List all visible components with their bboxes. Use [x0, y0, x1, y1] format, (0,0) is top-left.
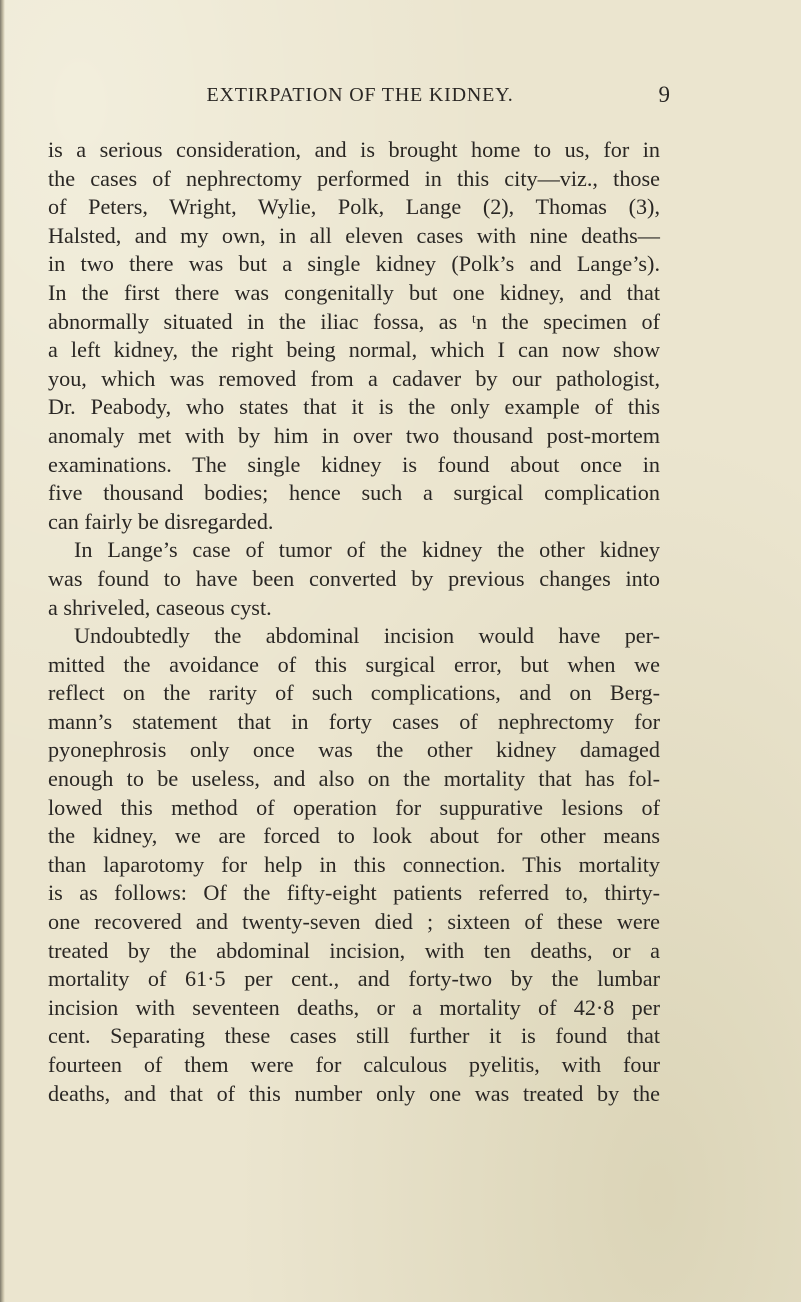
- page-edge-shadow: [0, 0, 5, 1302]
- text-line: a shriveled, caseous cyst.: [48, 594, 272, 620]
- text-line: fourteen of them were for calculous pyelitis, with four: [48, 1052, 660, 1077]
- text-line: Undoubtedly the abdominal incision would have per-: [74, 623, 660, 649]
- text-line: a left kidney, the right being normal, which I can now show: [48, 337, 660, 363]
- text-line: lowed this method of operation for suppurative lesions of: [48, 794, 660, 820]
- text-line: Halsted, and my own, in all eleven cases with nine deaths—: [48, 222, 660, 248]
- text-line: can fairly be disregarded.: [48, 508, 274, 534]
- text-line: was found to have been converted by previous changes into: [48, 565, 660, 591]
- text-line: cent. Separating these cases still further it is found that: [48, 1023, 660, 1049]
- text-line: the cases of nephrectomy performed in this city—viz., those: [48, 165, 660, 191]
- page-number: 9: [658, 82, 670, 107]
- text-line: than laparotomy for help in this connection. This mortality: [48, 851, 660, 877]
- text-line: deaths, and that of this number only one was treated by the: [48, 1080, 660, 1106]
- text-line: mann’s statement that in forty cases of nephrectomy for: [48, 708, 660, 734]
- text-line: incision with seventeen deaths, or a mortality of 42·8 per: [48, 994, 660, 1020]
- text-line: In Lange’s case of tumor of the kidney the other kidney: [74, 537, 660, 563]
- text-line: examinations. The single kidney is found about once in: [48, 451, 660, 477]
- body-text: [48, 136, 660, 1108]
- text-line: one recovered and twenty-seven died ; sixteen of these were: [48, 909, 660, 935]
- text-line: is a serious consideration, and is brought home to us, for in: [48, 137, 660, 162]
- text-line: treated by the abdominal incision, with ten deaths, or a: [48, 937, 660, 963]
- text-line: enough to be useless, and also on the mortality that has fol-: [48, 766, 660, 792]
- text-line: Dr. Peabody, who states that it is the only example of this: [48, 394, 660, 420]
- text-line: reflect on the rarity of such complications, and on Berg-: [48, 680, 660, 706]
- text-line: in two there was but a single kidney (Polk’s and Lange’s).: [48, 251, 660, 277]
- text-line: is as follows: Of the fifty-eight patients referred to, thirty-: [48, 880, 660, 906]
- text-line: of Peters, Wright, Wylie, Polk, Lange (2), Thomas (3),: [48, 194, 660, 220]
- text-line: you, which was removed from a cadaver by our pathologist,: [48, 365, 660, 391]
- text-line: mitted the avoidance of this surgical error, but when we: [48, 651, 660, 677]
- text-line: the kidney, we are forced to look about for other means: [48, 823, 660, 849]
- text-line: five thousand bodies; hence such a surgical complication: [48, 480, 660, 506]
- running-title: EXTIRPATION OF THE KIDNEY.: [206, 84, 514, 106]
- text-line: anomaly met with by him in over two thousand post-mortem: [48, 422, 660, 448]
- text-line: mortality of 61·5 per cent., and forty-two by the lumbar: [48, 966, 660, 992]
- text-line: In the first there was congenitally but one kidney, and that: [48, 279, 660, 305]
- running-head: [50, 80, 670, 110]
- text-line: abnormally situated in the iliac fossa, as ᵗn the specimen of: [48, 308, 660, 334]
- text-line: pyonephrosis only once was the other kidney damaged: [48, 737, 660, 763]
